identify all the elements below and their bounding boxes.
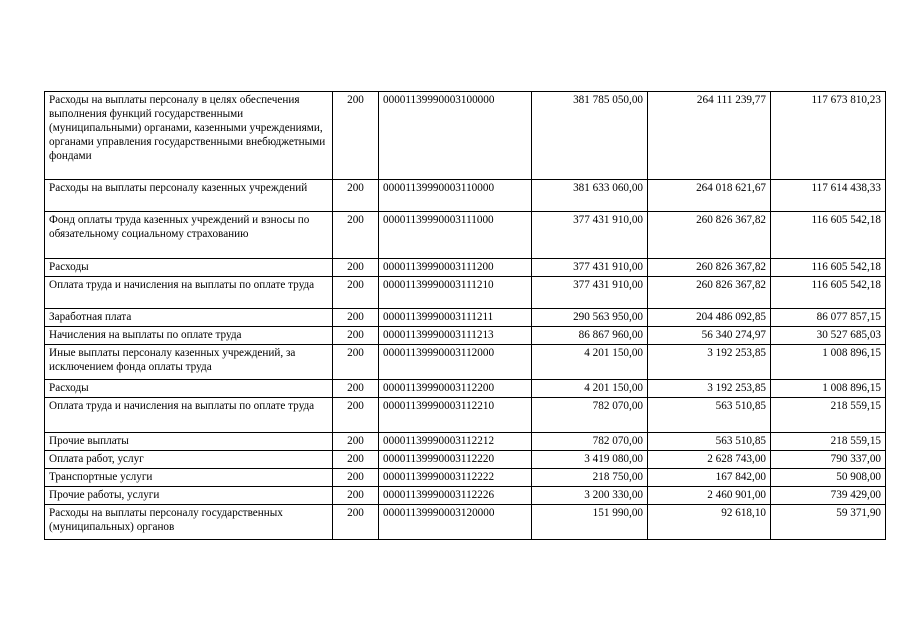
row-name: Фонд оплаты труда казенных учреждений и взносы по обязательному социальному страхованию <box>45 212 333 259</box>
row-kbk: 00001139990003112222 <box>379 469 532 487</box>
row-name: Прочие работы, услуги <box>45 487 333 505</box>
row-approved: 4 201 150,00 <box>532 380 648 398</box>
row-code: 200 <box>333 92 379 180</box>
row-approved: 3 200 330,00 <box>532 487 648 505</box>
row-name: Расходы на выплаты персоналу государственных (муниципальных) органов <box>45 505 333 540</box>
row-executed: 563 510,85 <box>648 433 771 451</box>
row-executed: 2 460 901,00 <box>648 487 771 505</box>
row-approved: 3 419 080,00 <box>532 451 648 469</box>
row-remaining: 116 605 542,18 <box>771 212 886 259</box>
row-remaining: 86 077 857,15 <box>771 309 886 327</box>
row-kbk: 00001139990003112226 <box>379 487 532 505</box>
row-kbk: 00001139990003112212 <box>379 433 532 451</box>
row-approved: 782 070,00 <box>532 398 648 433</box>
row-executed: 264 111 239,77 <box>648 92 771 180</box>
row-code: 200 <box>333 277 379 309</box>
row-kbk: 00001139990003111210 <box>379 277 532 309</box>
row-approved: 381 633 060,00 <box>532 180 648 212</box>
row-remaining: 117 614 438,33 <box>771 180 886 212</box>
row-code: 200 <box>333 327 379 345</box>
table-row <box>45 380 886 398</box>
row-kbk: 00001139990003112000 <box>379 345 532 380</box>
row-remaining: 739 429,00 <box>771 487 886 505</box>
row-kbk: 00001139990003112200 <box>379 380 532 398</box>
row-kbk: 00001139990003111200 <box>379 259 532 277</box>
table-row <box>45 398 886 433</box>
row-executed: 92 618,10 <box>648 505 771 540</box>
row-approved: 4 201 150,00 <box>532 345 648 380</box>
row-remaining: 59 371,90 <box>771 505 886 540</box>
row-remaining: 50 908,00 <box>771 469 886 487</box>
row-name: Расходы <box>45 380 333 398</box>
row-executed: 3 192 253,85 <box>648 345 771 380</box>
row-code: 200 <box>333 487 379 505</box>
budget-execution-table <box>44 91 886 540</box>
row-code: 200 <box>333 469 379 487</box>
table-row <box>45 327 886 345</box>
row-approved: 377 431 910,00 <box>532 277 648 309</box>
row-kbk: 00001139990003112210 <box>379 398 532 433</box>
row-code: 200 <box>333 345 379 380</box>
row-code: 200 <box>333 212 379 259</box>
row-name: Расходы <box>45 259 333 277</box>
row-remaining: 790 337,00 <box>771 451 886 469</box>
row-name: Транспортные услуги <box>45 469 333 487</box>
row-executed: 204 486 092,85 <box>648 309 771 327</box>
table-row <box>45 433 886 451</box>
row-remaining: 1 008 896,15 <box>771 345 886 380</box>
row-executed: 56 340 274,97 <box>648 327 771 345</box>
row-name: Иные выплаты персоналу казенных учреждений, за исключением фонда оплаты труда <box>45 345 333 380</box>
row-approved: 290 563 950,00 <box>532 309 648 327</box>
row-remaining: 116 605 542,18 <box>771 259 886 277</box>
row-name: Оплата труда и начисления на выплаты по оплате труда <box>45 277 333 309</box>
table-row <box>45 505 886 540</box>
row-code: 200 <box>333 433 379 451</box>
row-name: Оплата работ, услуг <box>45 451 333 469</box>
row-code: 200 <box>333 309 379 327</box>
row-approved: 381 785 050,00 <box>532 92 648 180</box>
row-kbk: 00001139990003111000 <box>379 212 532 259</box>
row-approved: 377 431 910,00 <box>532 259 648 277</box>
row-remaining: 116 605 542,18 <box>771 277 886 309</box>
row-name: Прочие выплаты <box>45 433 333 451</box>
row-executed: 2 628 743,00 <box>648 451 771 469</box>
row-code: 200 <box>333 380 379 398</box>
row-kbk: 00001139990003111211 <box>379 309 532 327</box>
row-name: Расходы на выплаты персоналу в целях обеспечения выполнения функций государственными (муниципальными) органами, казенными учреждениями, органами управления государственными внебюджетными фондами <box>45 92 333 180</box>
row-kbk: 00001139990003111213 <box>379 327 532 345</box>
row-code: 200 <box>333 505 379 540</box>
table-row <box>45 259 886 277</box>
table-row <box>45 212 886 259</box>
table-row <box>45 487 886 505</box>
row-kbk: 00001139990003110000 <box>379 180 532 212</box>
row-remaining: 218 559,15 <box>771 398 886 433</box>
row-kbk: 00001139990003120000 <box>379 505 532 540</box>
row-name: Расходы на выплаты персоналу казенных учреждений <box>45 180 333 212</box>
row-executed: 260 826 367,82 <box>648 259 771 277</box>
row-executed: 260 826 367,82 <box>648 277 771 309</box>
table-row <box>45 92 886 180</box>
row-kbk: 00001139990003112220 <box>379 451 532 469</box>
row-code: 200 <box>333 259 379 277</box>
row-name: Начисления на выплаты по оплате труда <box>45 327 333 345</box>
row-approved: 782 070,00 <box>532 433 648 451</box>
row-approved: 86 867 960,00 <box>532 327 648 345</box>
row-approved: 377 431 910,00 <box>532 212 648 259</box>
row-code: 200 <box>333 398 379 433</box>
row-executed: 167 842,00 <box>648 469 771 487</box>
row-kbk: 00001139990003100000 <box>379 92 532 180</box>
row-executed: 264 018 621,67 <box>648 180 771 212</box>
table-row <box>45 345 886 380</box>
row-remaining: 30 527 685,03 <box>771 327 886 345</box>
row-executed: 260 826 367,82 <box>648 212 771 259</box>
table-row <box>45 451 886 469</box>
row-remaining: 1 008 896,15 <box>771 380 886 398</box>
row-code: 200 <box>333 451 379 469</box>
row-executed: 563 510,85 <box>648 398 771 433</box>
row-approved: 218 750,00 <box>532 469 648 487</box>
row-name: Заработная плата <box>45 309 333 327</box>
row-remaining: 218 559,15 <box>771 433 886 451</box>
row-approved: 151 990,00 <box>532 505 648 540</box>
row-code: 200 <box>333 180 379 212</box>
row-name: Оплата труда и начисления на выплаты по оплате труда <box>45 398 333 433</box>
table-row <box>45 309 886 327</box>
table-row <box>45 277 886 309</box>
table-row <box>45 180 886 212</box>
row-executed: 3 192 253,85 <box>648 380 771 398</box>
table-row <box>45 469 886 487</box>
row-remaining: 117 673 810,23 <box>771 92 886 180</box>
